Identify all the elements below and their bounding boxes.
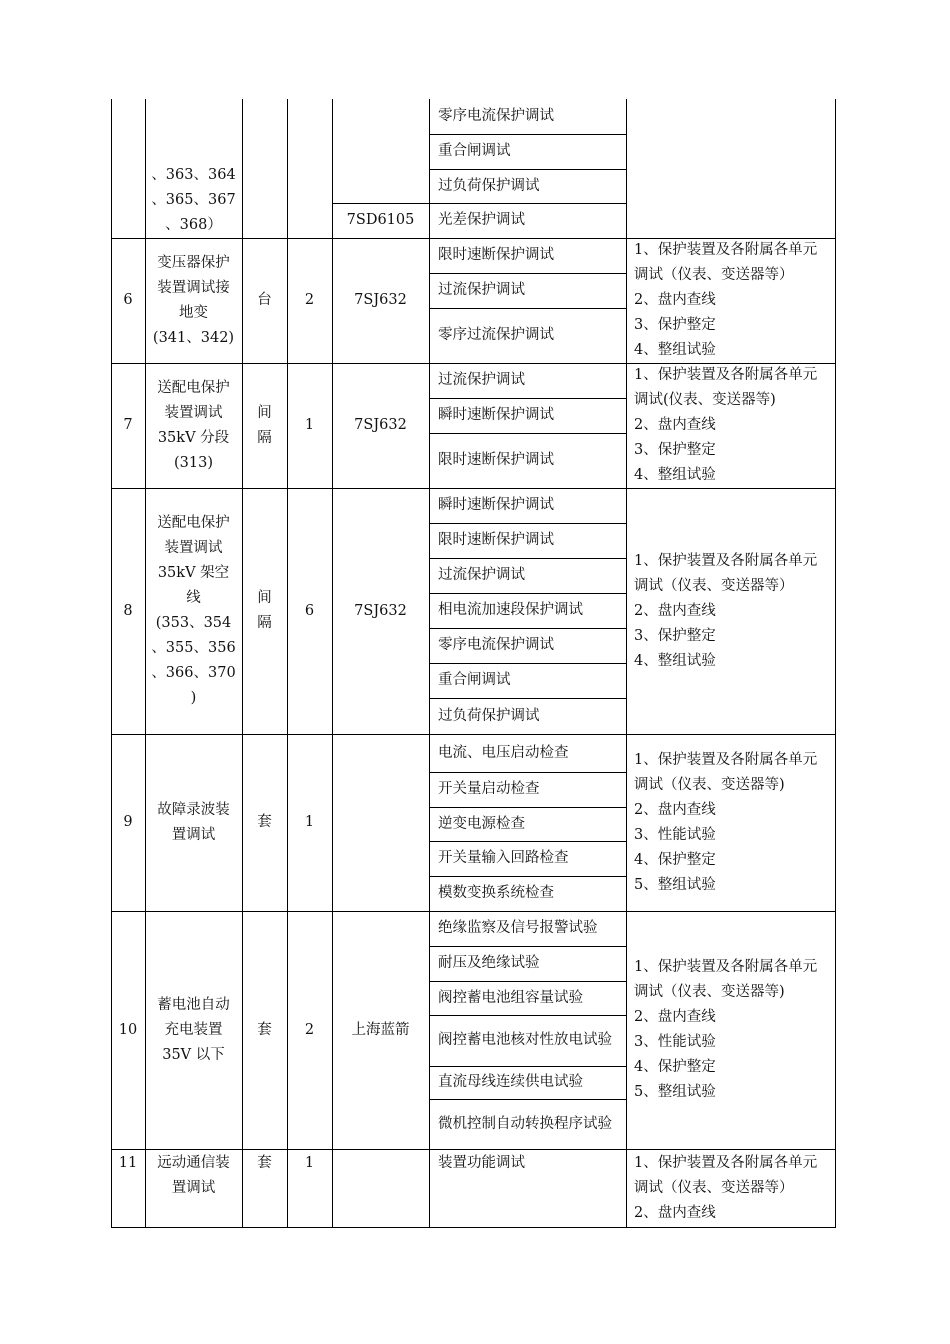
model-cell: 上海蓝箭 xyxy=(351,1021,410,1038)
work-content-cell: 1、保护装置及各附属各单元调试（仪表、变送器等） 2、盘内查线 xyxy=(634,1155,818,1221)
quantity-cell: 6 xyxy=(304,602,315,619)
table-border xyxy=(111,1227,836,1228)
test-item-cell: 限时速断保护调试 xyxy=(438,247,554,263)
unit-cell: 套 xyxy=(257,1155,272,1171)
test-item-cell: 瞬时速断保护调试 xyxy=(438,497,554,513)
unit-cell: 台 xyxy=(257,292,272,308)
test-item-cell: 过流保护调试 xyxy=(438,372,525,388)
quantity-cell: 2 xyxy=(304,1021,315,1038)
test-item-cell: 过流保护调试 xyxy=(438,282,525,298)
test-item-cell: 相电流加速段保护调试 xyxy=(438,602,583,618)
device-name-cell: 送配电保护 装置调试 35kV 分段 (313) xyxy=(157,379,230,471)
row-number-cell: 8 xyxy=(123,602,133,619)
test-item-cell: 绝缘监察及信号报警试验 xyxy=(438,920,598,936)
quantity-cell: 1 xyxy=(304,1155,315,1171)
quantity-cell: 1 xyxy=(304,417,315,433)
device-name-cell: 变压器保护 装置调试接 地变 (341、342) xyxy=(152,254,235,346)
table-border xyxy=(835,99,836,1228)
test-item-cell: 模数变换系统检查 xyxy=(438,885,554,901)
test-item-cell: 电流、电压启动检查 xyxy=(438,744,569,761)
quantity-cell: 2 xyxy=(304,292,315,308)
row-number-cell: 6 xyxy=(123,292,133,308)
test-item-cell: 阀控蓄电池核对性放电试验 xyxy=(438,1032,612,1048)
row-number-cell: 9 xyxy=(123,814,133,830)
test-item-cell: 零序电流保护调试 xyxy=(438,637,554,653)
device-name-cell: 远动通信装 置调试 xyxy=(157,1155,230,1196)
device-name-cell: 蓄电池自动 充电装置 35V 以下 xyxy=(157,996,230,1063)
unit-cell: 间 隔 xyxy=(257,404,272,446)
unit-cell: 套 xyxy=(257,1021,272,1038)
test-item-cell: 阀控蓄电池组容量试验 xyxy=(438,989,583,1006)
test-item-cell: 耐压及绝缘试验 xyxy=(438,955,540,971)
model-cell: 7SJ632 xyxy=(354,602,407,619)
device-name-cell: 、363、364 、365、367 、368） xyxy=(151,167,236,233)
test-item-cell: 装置功能调试 xyxy=(438,1155,525,1171)
model-cell xyxy=(332,1149,429,1227)
test-item-cell: 开关量启动检查 xyxy=(438,781,540,797)
work-content-cell: 1、保护装置及各附属各单元调试(仪表、变送器等) 2、盘内查线 3、保护整定 4、整组试验 xyxy=(634,367,818,483)
model-cell: 7SJ632 xyxy=(354,292,407,308)
model-cell: 7SJ632 xyxy=(354,417,407,433)
test-item-cell: 过负荷保护调试 xyxy=(438,707,540,724)
test-item-cell: 零序电流保护调试 xyxy=(438,108,554,124)
test-item-cell: 限时速断保护调试 xyxy=(438,452,554,468)
work-content-cell: 1、保护装置及各附属各单元调试（仪表、变送器等） 2、盘内查线 3、保护整定 4、整组试验 xyxy=(634,552,818,669)
work-content-cell: 1、保护装置及各附属各单元调试（仪表、变送器等) 2、盘内查线 3、性能试验 4、保护整定 5、整组试验 xyxy=(634,959,818,1100)
test-item-cell: 直流母线连续供电试验 xyxy=(438,1074,583,1090)
test-item-cell: 瞬时速断保护调试 xyxy=(438,407,554,423)
row-number-cell: 10 xyxy=(118,1021,138,1038)
work-content-cell: 1、保护装置及各附属各单元调试（仪表、变送器等） 2、盘内查线 3、保护整定 4、整组试验 xyxy=(634,242,818,358)
test-item-cell: 限时速断保护调试 xyxy=(438,532,554,548)
work-content-cell: 1、保护装置及各附属各单元调试（仪表、变送器等) 2、盘内查线 3、性能试验 4、保护整定 5、整组试验 xyxy=(634,751,818,893)
device-name-cell: 送配电保护 装置调试 35kV 架空 线 (353、354 、355、356 、366、370 ) xyxy=(151,515,236,706)
unit-cell: 间 隔 xyxy=(257,590,272,631)
unit-cell: 套 xyxy=(257,814,272,830)
model-cell xyxy=(332,734,429,911)
test-item-cell: 逆变电源检查 xyxy=(438,815,525,832)
row-number-cell: 11 xyxy=(118,1155,138,1171)
test-item-cell: 开关量输入回路检查 xyxy=(438,850,569,866)
row-number-cell: 7 xyxy=(123,417,133,433)
model-cell: 7SD6105 xyxy=(346,212,415,228)
test-item-cell: 微机控制自动转换程序试验 xyxy=(438,1115,612,1132)
device-name-cell: 故障录波装 置调试 xyxy=(157,801,230,843)
quantity-cell: 1 xyxy=(304,814,315,830)
test-item-cell: 重合闸调试 xyxy=(438,143,511,159)
test-item-cell: 零序过流保护调试 xyxy=(438,327,554,343)
test-item-cell: 光差保护调试 xyxy=(438,212,525,228)
test-item-cell: 过负荷保护调试 xyxy=(438,177,540,194)
test-item-cell: 重合闸调试 xyxy=(438,672,511,688)
test-item-cell: 过流保护调试 xyxy=(438,567,525,583)
